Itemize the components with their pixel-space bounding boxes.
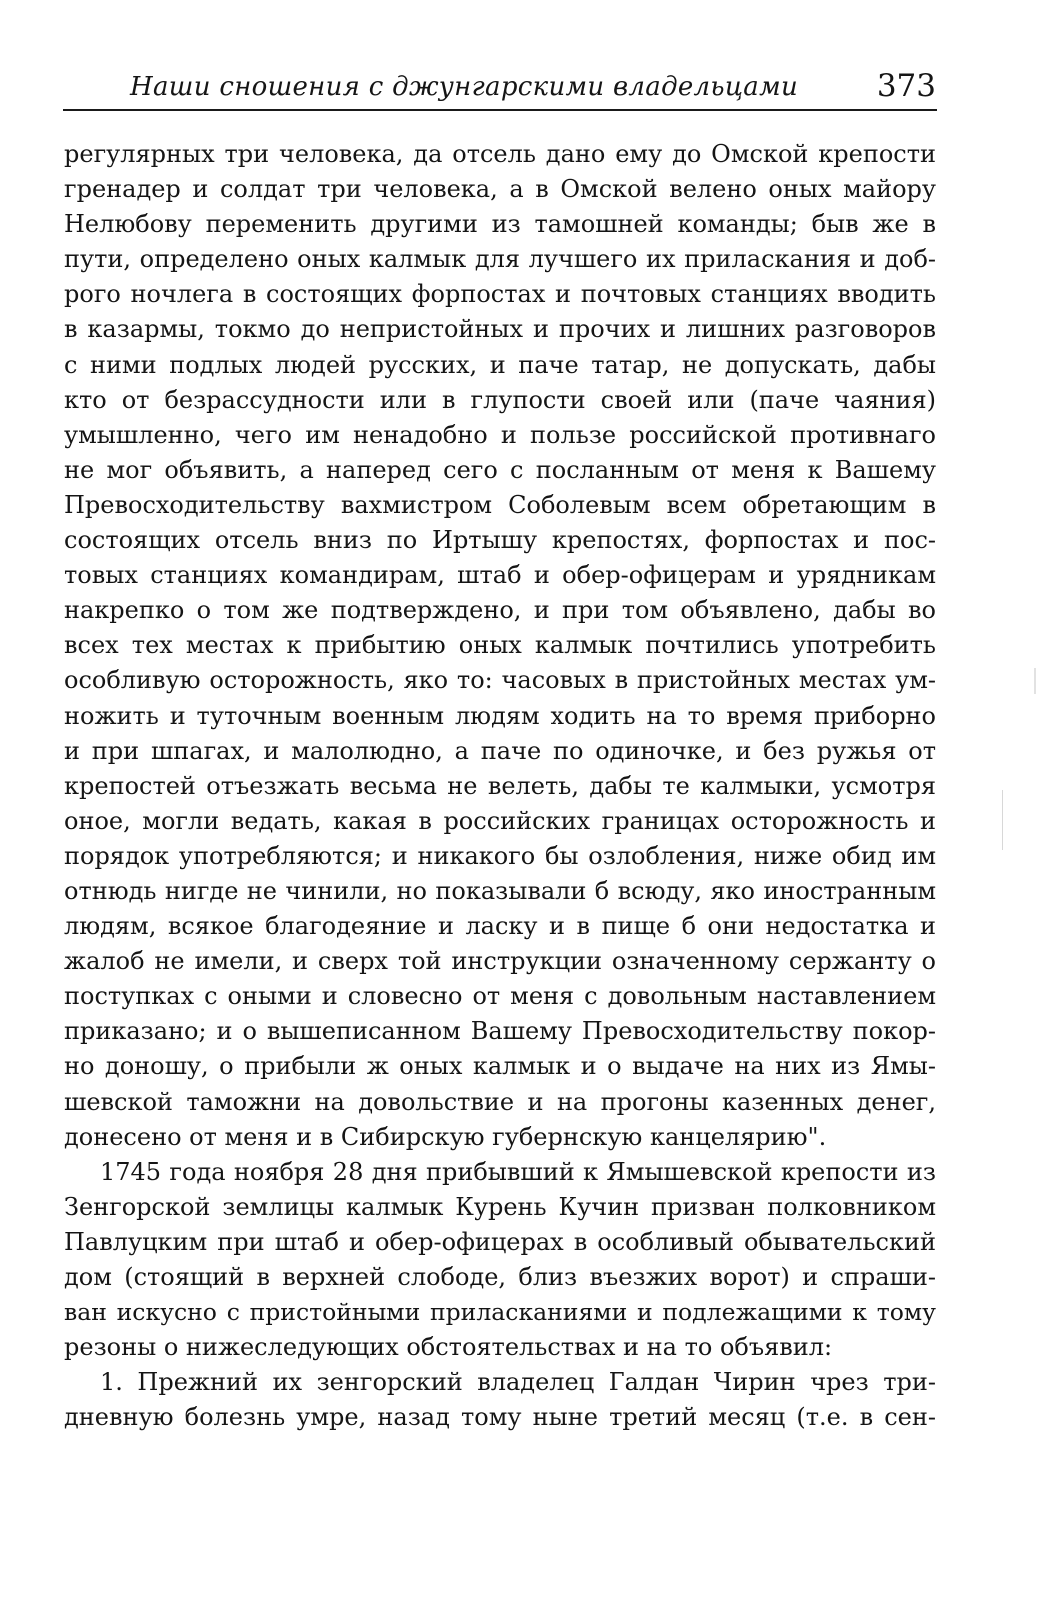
text-line: дом (стоящий в верхней слободе, близ въезжих ворот) и спраши- [64,1263,936,1291]
text-line: дневную болезнь умре, назад тому ныне третий месяц (т.е. в сен- [64,1403,936,1432]
scan-margin-mark [1034,668,1036,694]
paragraph-end-line: резоны о нижеследующих обстоятельствах и на то объявил: [64,1333,833,1362]
text-line: поступках с оными и словесно от меня с довольным наставлением [64,982,936,1011]
text-line: шевской таможни на довольствие и на прогоны казенных денег, [64,1087,936,1116]
text-line: гренадер и солдат три человека, а в Омской велено оных майору [64,175,936,204]
text-line: не мог объявить, а наперед сего с посланным от меня к Вашему [64,455,936,484]
paragraph-end-line: донесено от меня и в Сибирскую губернскую канцелярию". [64,1122,827,1151]
text-line: но доношу, о прибыли ж оных калмык и о выдаче на них из Ямы- [64,1052,936,1081]
text-line: жалоб не имели, и сверх той инструкции означенному сержанту о [64,947,936,976]
text-line: рого ночлега в состоящих форпостах и почтовых станциях вводить [64,280,936,309]
text-line: отнюдь нигде не чинили, но показывали б всюду, яко иностранным [64,876,936,905]
text-line: ножить и туточным военным людям ходить на то время приборно [64,701,936,730]
text-line: товых станциях командирам, штаб и обер-офицерам и урядникам [64,561,936,590]
paragraph-start-line: 1745 года ноября 28 дня прибывший к Ямышевской крепости из [100,1157,936,1186]
text-line: Зенгорской землицы калмык Курень Кучин призван полковником [64,1192,936,1221]
text-line: регулярных три человека, да отсель дано ему до Омской крепости [64,140,936,168]
running-title: Наши сношения с джунгарскими владельцами [130,72,798,102]
text-line: кто от безрассудности или в глупости своей или (паче чаяния) [64,385,936,414]
text-line: Павлуцким при штаб и обер-офицерах в особливый обывательский [64,1227,936,1256]
text-line: в казармы, токмо до непристойных и прочих и лишних разговоров [64,315,936,344]
list-item-line: 1. Прежний их зенгорский владелец Галдан Чирин чрез три- [100,1368,936,1397]
header-rule [63,109,937,111]
text-line: оное, могли ведать, какая в российских границах осторожность и [64,806,936,835]
text-line: людям, всякое благодеяние и ласку и в пище б они недостатка и [64,912,936,941]
text-line: пути, определено оных калмык для лучшего их приласкания и доб- [64,245,936,274]
scan-margin-mark [1002,790,1003,850]
text-line: умышленно, чего им ненадобно и пользе российской противнаго [64,420,936,449]
text-line: ван искусно с пристойными приласканиями и подлежащими к тому [64,1298,936,1327]
text-line: и при шпагах, и малолюдно, а паче по одиночке, и без ружья от [64,736,936,765]
text-line: порядок употребляются; и никакого бы озлобления, ниже обид им [64,841,936,870]
body-text [64,137,936,1435]
running-head [60,70,938,110]
page-number: 373 [876,68,936,104]
text-line: с ними подлых людей русских, и паче татар, не допускать, дабы [64,350,936,379]
text-line: состоящих отсель вниз по Иртышу крепостях, форпостах и пос- [64,526,936,555]
text-line: всех тех местах к прибытию оных калмык почтились употребить [64,631,936,660]
text-line: Нелюбову переменить другими из тамошней команды; быв же в [64,210,936,239]
text-line: приказано; и о вышеписанном Вашему Превосходительству покор- [64,1017,936,1046]
text-line: Превосходительству вахмистром Соболевым всем обретающим в [64,490,936,519]
text-line: особливую осторожность, яко то: часовых в пристойных местах ум- [64,666,936,695]
text-line: накрепко о том же подтверждено, и при том объявлено, дабы во [64,596,936,625]
text-line: крепостей отъезжать весьма не велеть, дабы те калмыки, усмотря [64,771,936,800]
